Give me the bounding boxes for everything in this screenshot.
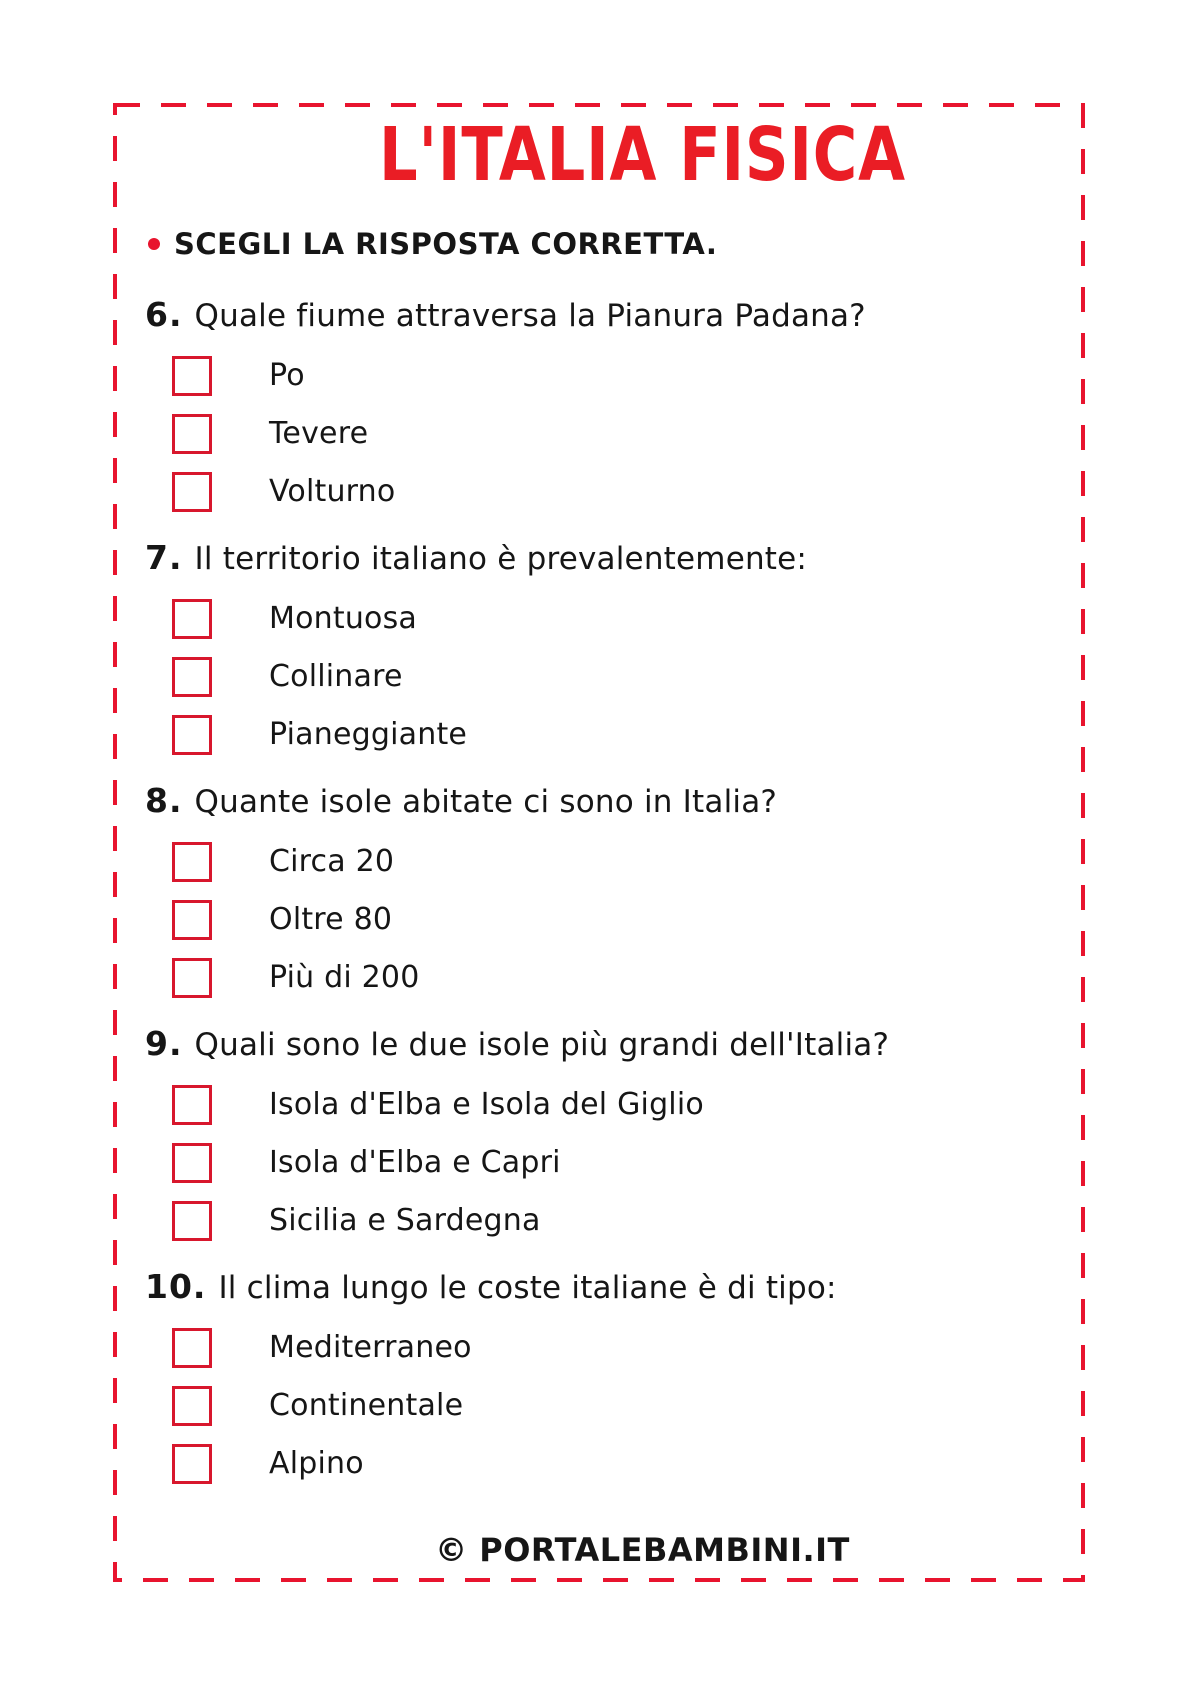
option-row	[172, 1328, 1140, 1368]
question-block-6	[145, 295, 1140, 512]
option-label: Alpino	[269, 1446, 364, 1481]
question-line	[145, 781, 1140, 822]
question-number: 7.	[145, 538, 183, 577]
option-label: Collinare	[269, 659, 403, 694]
answer-checkbox[interactable]	[172, 900, 212, 940]
option-row	[172, 472, 1140, 512]
answer-checkbox[interactable]	[172, 472, 212, 512]
option-row	[172, 958, 1140, 998]
answer-checkbox[interactable]	[172, 599, 212, 639]
question-text: Quali sono le due isole più grandi dell'Italia?	[194, 1027, 890, 1063]
answer-checkbox[interactable]	[172, 1201, 212, 1241]
option-label: Volturno	[269, 474, 396, 509]
question-number: 10.	[145, 1267, 207, 1306]
answer-checkbox[interactable]	[172, 1085, 212, 1125]
question-block-7	[145, 538, 1140, 755]
option-row	[172, 1386, 1140, 1426]
option-label: Circa 20	[269, 844, 395, 879]
option-label: Montuosa	[269, 601, 417, 636]
option-row	[172, 414, 1140, 454]
option-label: Po	[269, 358, 305, 393]
option-row	[172, 599, 1140, 639]
answer-checkbox[interactable]	[172, 842, 212, 882]
question-block-9	[145, 1024, 1140, 1241]
question-text: Quante isole abitate ci sono in Italia?	[194, 784, 778, 820]
answer-checkbox[interactable]	[172, 356, 212, 396]
question-block-10	[145, 1267, 1140, 1484]
question-text: Il clima lungo le coste italiane è di tipo:	[218, 1270, 837, 1306]
answer-checkbox[interactable]	[172, 1328, 212, 1368]
option-row	[172, 1444, 1140, 1484]
question-number: 6.	[145, 295, 183, 334]
question-text: Quale fiume attraversa la Pianura Padana?	[194, 298, 866, 334]
answer-checkbox[interactable]	[172, 1444, 212, 1484]
page-title: L'ITALIA FISICA	[379, 112, 906, 198]
option-label: Isola d'Elba e Capri	[269, 1145, 561, 1180]
footer-credit: © PORTALEBAMBINI.IT	[435, 1531, 850, 1569]
question-line	[145, 295, 1140, 336]
instruction-row	[148, 226, 1140, 262]
question-text: Il territorio italiano è prevalentemente:	[194, 541, 808, 577]
option-label: Isola d'Elba e Isola del Giglio	[269, 1087, 704, 1122]
option-row	[172, 356, 1140, 396]
option-row	[172, 715, 1140, 755]
question-number: 9.	[145, 1024, 183, 1063]
option-label: Tevere	[269, 416, 369, 451]
option-row	[172, 900, 1140, 940]
question-line	[145, 538, 1140, 579]
instruction-text: SCEGLI LA RISPOSTA CORRETTA.	[174, 227, 718, 261]
answer-checkbox[interactable]	[172, 715, 212, 755]
question-number: 8.	[145, 781, 183, 820]
option-label: Oltre 80	[269, 902, 393, 937]
option-row	[172, 1143, 1140, 1183]
question-block-8	[145, 781, 1140, 998]
option-row	[172, 842, 1140, 882]
option-label: Continentale	[269, 1388, 464, 1423]
bullet-icon	[148, 238, 160, 250]
question-line	[145, 1024, 1140, 1065]
option-row	[172, 657, 1140, 697]
option-row	[172, 1201, 1140, 1241]
option-label: Mediterraneo	[269, 1330, 472, 1365]
answer-checkbox[interactable]	[172, 657, 212, 697]
option-row	[172, 1085, 1140, 1125]
answer-checkbox[interactable]	[172, 1143, 212, 1183]
question-line	[145, 1267, 1140, 1308]
answer-checkbox[interactable]	[172, 958, 212, 998]
option-label: Più di 200	[269, 960, 420, 995]
option-label: Pianeggiante	[269, 717, 468, 752]
option-label: Sicilia e Sardegna	[269, 1203, 541, 1238]
answer-checkbox[interactable]	[172, 414, 212, 454]
answer-checkbox[interactable]	[172, 1386, 212, 1426]
